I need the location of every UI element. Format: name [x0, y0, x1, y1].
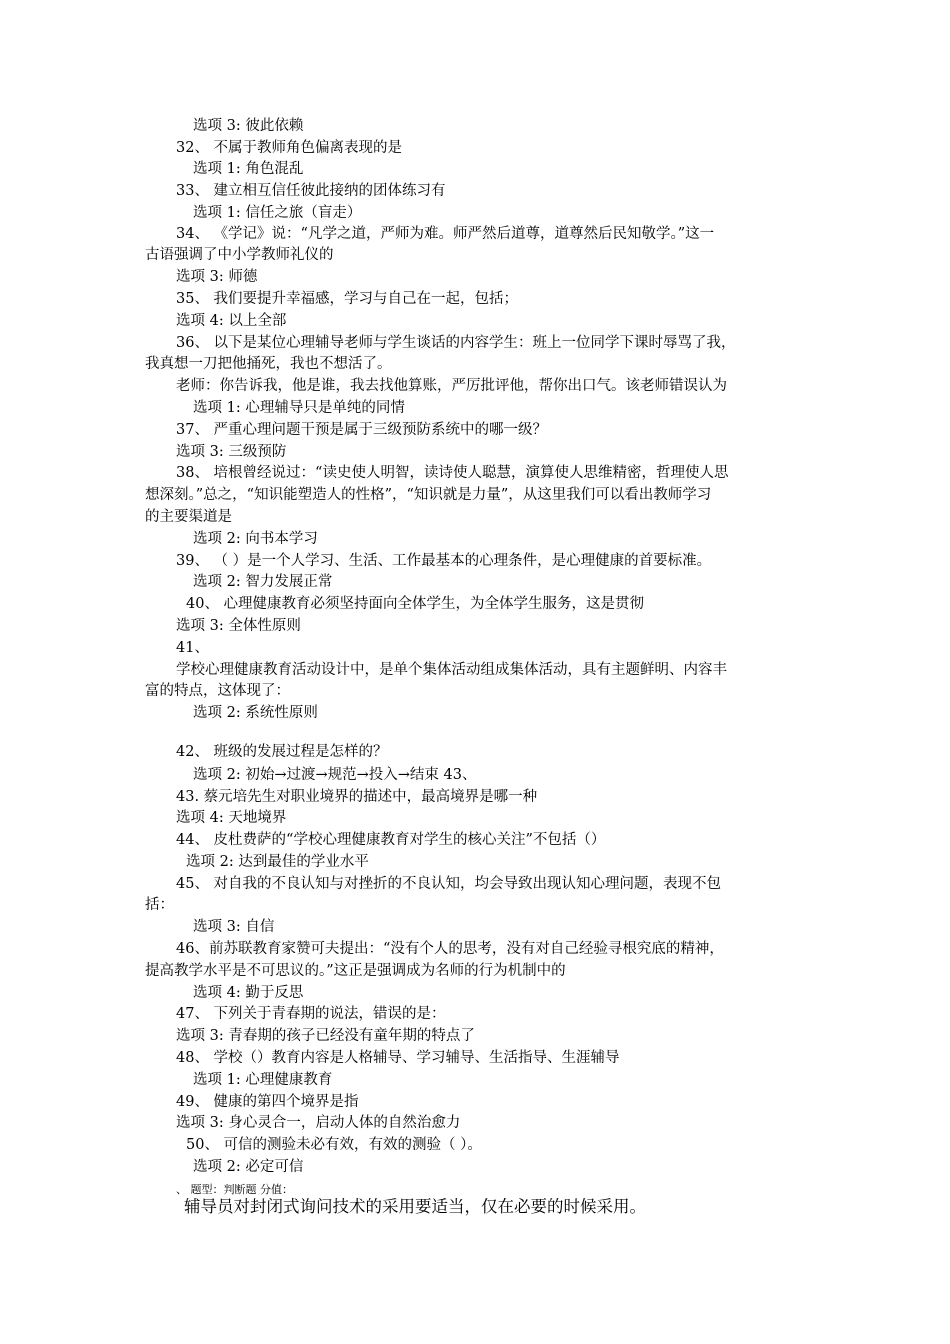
text-line: 选项 1: 信任之旅（盲走）	[193, 205, 362, 221]
text-line: 选项 3: 青春期的孩子已经没有童年期的特点了	[176, 1028, 475, 1044]
text-line: 选项 1: 心理健康教育	[193, 1072, 333, 1088]
text-line: 41、	[176, 640, 209, 656]
text-line: 括：	[145, 897, 174, 913]
text-line: 选项 1: 角色混乱	[193, 161, 304, 177]
text-line: 39、 （ ）是一个人学习、生活、工作最基本的心理条件，是心理健康的首要标准。	[176, 553, 712, 569]
text-line: 选项 2: 智力发展正常	[193, 574, 333, 590]
text-line: 37、 严重心理问题干预是属于三级预防系统中的哪一级？	[176, 422, 548, 438]
text-line: 38、 培根曾经说过：“读史使人明智，读诗使人聪慧，演算使人思维精密，哲理使人思	[176, 465, 729, 481]
text-line: 选项 3: 自信	[193, 919, 275, 935]
text-line: 选项 3: 彼此依赖	[193, 118, 304, 134]
text-line: 古语强调了中小学教师礼仪的	[145, 247, 334, 263]
text-line: 43. 蔡元培先生对职业境界的描述中，最高境界是哪一种	[176, 789, 538, 805]
text-line: 44、 皮杜费萨的“学校心理健康教育对学生的核心关注”不包括（）	[176, 832, 606, 848]
text-line: 学校心理健康教育活动设计中，是单个集体活动组成集体活动，具有主题鲜明、内容丰	[176, 662, 727, 678]
text-line: 49、 健康的第四个境界是指	[176, 1094, 359, 1110]
text-line: 选项 3: 全体性原则	[176, 618, 301, 634]
text-line: 45、 对自我的不良认知与对挫折的不良认知，均会导致出现认知心理问题，表现不包	[176, 876, 722, 892]
text-line: 选项 4: 勤于反思	[193, 985, 304, 1001]
text-line: 富的特点，这体现了：	[145, 683, 290, 699]
text-line: 42、 班级的发展过程是怎样的？	[176, 744, 388, 760]
text-line: 选项 3: 身心灵合一，启动人体的自然治愈力	[176, 1115, 461, 1131]
text-line: 选项 4: 天地境界	[176, 810, 287, 826]
text-line: 的主要渠道是	[145, 509, 232, 525]
text-line: 46、前苏联教育家赞可夫提出：“没有个人的思考，没有对自己经验寻根究底的精神，	[176, 941, 724, 957]
question-type-line: 、 题型：判断题 分值：	[176, 1183, 293, 1196]
text-line: 选项 2: 必定可信	[193, 1159, 304, 1175]
text-line: 选项 2: 系统性原则	[193, 705, 318, 721]
text-line: 33、 建立相互信任彼此接纳的团体练习有	[176, 183, 446, 199]
text-line: 32、 不属于教师角色偏离表现的是	[176, 140, 403, 156]
text-line: 选项 1: 心理辅导只是单纯的同情	[193, 400, 405, 416]
text-line: 34、 《学记》说：“凡学之道，严师为难。师严然后道尊，道尊然后民知敬学。”这一	[176, 226, 715, 242]
text-line: 选项 3: 三级预防	[176, 444, 287, 460]
text-line: 我真想一刀把他捅死，我也不想活了。	[145, 356, 392, 372]
text-line: 提高教学水平是不可思议的。”这正是强调成为名师的行为机制中的	[145, 963, 566, 979]
text-line: 36、 以下是某位心理辅导老师与学生谈话的内容学生：班上一位同学下课时辱骂了我，	[176, 335, 736, 351]
text-line: 48、 学校（）教育内容是人格辅导、学习辅导、生活指导、生涯辅导	[176, 1050, 620, 1066]
text-line: 35、 我们要提升幸福感，学习与自己在一起，包括；	[176, 291, 519, 307]
text-line: 选项 2: 初始→过渡→规范→投入→结束 43、	[193, 767, 477, 783]
text-line: 40、 心理健康教育必须坚持面向全体学生，为全体学生服务，这是贯彻	[186, 596, 645, 612]
text-line: 老师：你告诉我，他是谁，我去找他算账，严厉批评他，帮你出口气。该老师错误认为	[176, 378, 727, 394]
text-line: 选项 2: 达到最佳的学业水平	[186, 854, 369, 870]
judgment-question: 辅导员对封闭式询问技术的采用要适当，仅在必要的时候采用。	[184, 1197, 646, 1216]
text-line: 选项 2: 向书本学习	[193, 531, 318, 547]
text-line: 47、 下列关于青春期的说法，错误的是：	[176, 1006, 446, 1022]
text-line: 选项 4: 以上全部	[176, 313, 287, 329]
text-line: 想深刻。”总之，“知识能塑造人的性格”，“知识就是力量”，从这里我们可以看出教师学习	[145, 487, 712, 503]
text-line: 选项 3: 师德	[176, 269, 258, 285]
text-line: 50、 可信的测验未必有效，有效的测验（ ）。	[186, 1137, 482, 1153]
